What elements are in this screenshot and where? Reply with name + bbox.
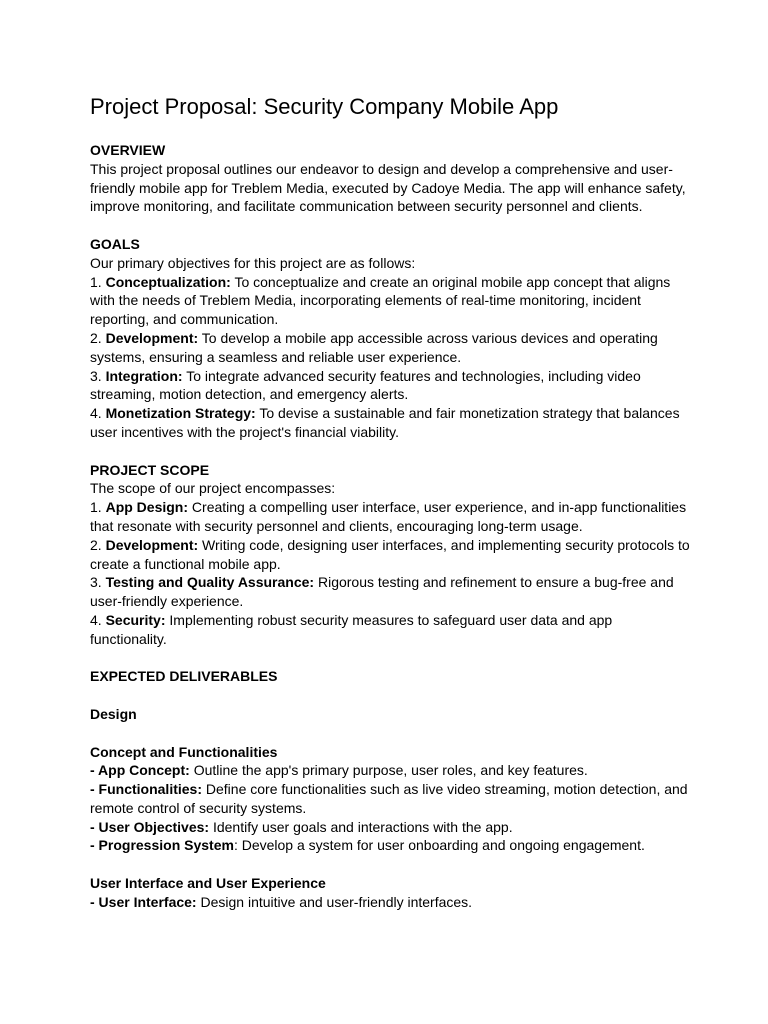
goal-number: 4.	[90, 405, 106, 422]
scope-item	[90, 573, 690, 611]
design-heading: Design	[90, 705, 137, 722]
scope-label: Security:	[105, 611, 166, 628]
goal-label: Monetization Strategy:	[105, 405, 256, 422]
goal-number: 1.	[90, 273, 106, 290]
uiux-item	[90, 893, 690, 912]
goal-item	[90, 273, 690, 329]
uiux-label: - User Interface:	[90, 893, 197, 910]
concept-label: - Progression System	[90, 837, 234, 854]
concept-text: : Develop a system for user onboarding and ongoing engagement.	[233, 837, 645, 854]
concept-label: - User Objectives:	[90, 818, 210, 835]
concept-item	[90, 761, 690, 780]
concept-label: - App Concept:	[90, 762, 190, 779]
document-page	[90, 90, 690, 912]
scope-label: Development:	[105, 536, 199, 553]
spacer	[90, 686, 690, 705]
goals-heading: GOALS	[90, 235, 140, 252]
goal-label: Development:	[105, 329, 199, 346]
goal-item	[90, 404, 690, 442]
spacer	[90, 724, 690, 743]
goal-label: Integration:	[105, 367, 183, 384]
scope-label: App Design:	[105, 499, 189, 516]
concept-label: - Functionalities:	[90, 781, 202, 798]
scope-intro: The scope of our project encompasses:	[90, 480, 336, 497]
goal-label: Conceptualization:	[105, 273, 231, 290]
scope-number: 4.	[90, 611, 106, 628]
scope-number: 1.	[90, 499, 106, 516]
goal-number: 3.	[90, 367, 106, 384]
goal-text: To conceptualize and create an original mobile app concept that aligns with the needs of Treblem Media, incorporating elements of real-time monitoring, incident reporting, and communication.	[90, 273, 671, 328]
scope-number: 2.	[90, 536, 106, 553]
concept-item	[90, 818, 690, 837]
uiux-heading: User Interface and User Experience	[90, 875, 326, 892]
concept-heading: Concept and Functionalities	[90, 743, 278, 760]
scope-heading: PROJECT SCOPE	[90, 461, 210, 478]
goals-intro: Our primary objectives for this project are as follows:	[90, 254, 416, 271]
deliverables-heading: EXPECTED DELIVERABLES	[90, 668, 278, 685]
scope-item	[90, 536, 690, 574]
document-body	[90, 141, 690, 912]
scope-label: Testing and Quality Assurance:	[105, 574, 315, 591]
spacer	[90, 649, 690, 668]
scope-text: Creating a compelling user interface, user experience, and in-app functionalities that resonate with security personnel and clients, encouraging long-term usage.	[90, 499, 687, 534]
goal-text: To integrate advanced security features and technologies, including video streaming, motion detection, and emergency alerts.	[90, 367, 641, 403]
goal-text: To devise a sustainable and fair monetization strategy that balances user incentives with the project's financial viability.	[90, 405, 680, 440]
concept-text: Identify user goals and interactions with the app.	[209, 818, 513, 835]
goal-number: 2.	[90, 329, 106, 346]
scope-text: Writing code, designing user interfaces, and implementing security protocols to create a functional mobile app.	[90, 536, 690, 572]
concept-text: Define core functionalities such as live video streaming, motion detection, and remote control of security systems.	[90, 781, 688, 816]
concept-item	[90, 780, 690, 818]
spacer	[90, 855, 690, 874]
concept-text: Outline the app's primary purpose, user roles, and key features.	[189, 762, 588, 779]
scope-item	[90, 498, 690, 536]
goal-text: To develop a mobile app accessible across various devices and operating systems, ensuring a seamless and reliable user experience.	[90, 329, 658, 365]
uiux-text: Design intuitive and user-friendly interfaces.	[196, 893, 473, 910]
overview-heading: OVERVIEW	[90, 142, 166, 158]
scope-item	[90, 611, 690, 649]
document-title: Project Proposal: Security Company Mobile App	[90, 94, 559, 119]
concept-item	[90, 836, 690, 855]
goal-item	[90, 367, 690, 405]
spacer	[90, 216, 690, 235]
scope-text: Rigorous testing and refinement to ensure a bug-free and user-friendly experience.	[90, 574, 674, 610]
goal-item	[90, 329, 690, 367]
spacer	[90, 442, 690, 461]
scope-number: 3.	[90, 574, 106, 591]
overview-text: This project proposal outlines our endeavor to design and develop a comprehensive and user-friendly mobile app for Treblem Media, executed by Cadoye Media. The app will enhance safety, improve monitoring, and facilitate communication between security personnel and clients.	[90, 160, 686, 215]
scope-text: Implementing robust security measures to safeguard user data and app functionality.	[90, 611, 613, 647]
